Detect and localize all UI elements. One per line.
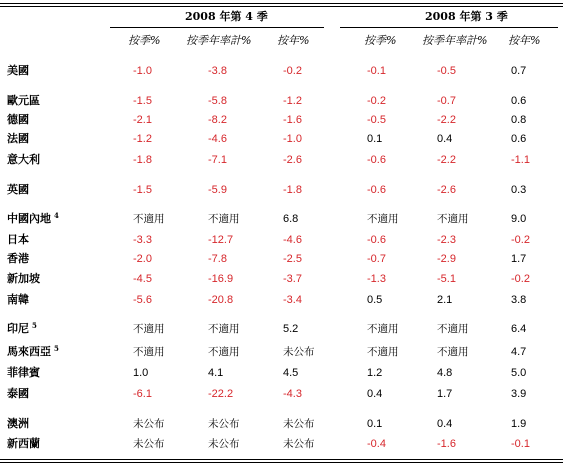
table-cell: -1.6 [437,438,456,450]
table-cell: 0.4 [437,418,453,430]
country-label [7,132,29,146]
top-rule-1 [0,3,563,4]
country-name: 澳洲 [7,417,29,430]
table-cell: 3.9 [511,388,527,400]
table-cell: 不適用 [367,323,399,335]
table-cell: 不適用 [437,346,469,358]
table-cell: 0.8 [511,114,527,126]
top-rule-2 [0,6,563,7]
table-cell: 4.5 [283,367,299,379]
table-cell: 未公布 [133,438,165,450]
table-cell: -4.5 [133,273,152,285]
country-name: 中國內地 [7,212,51,225]
table-cell: 1.9 [511,418,527,430]
table-cell: 4.1 [208,367,224,379]
table-cell: 未公布 [283,418,315,430]
table-cell: -22.2 [208,388,234,400]
table-cell: -1.8 [133,154,152,166]
country-name: 意大利 [7,153,40,166]
table-cell: -5.8 [208,95,227,107]
table-cell: 6.4 [511,323,527,335]
table-cell: 不適用 [208,213,240,225]
table-cell: -6.1 [133,388,152,400]
country-label [7,212,59,226]
country-label [7,153,40,167]
table-cell: 未公布 [283,438,315,450]
table-cell: -3.4 [283,294,302,306]
table-cell: -7.8 [208,253,227,265]
table-cell: 1.7 [511,253,527,265]
table-cell: -0.2 [511,234,530,246]
country-label [7,252,29,266]
country-label [7,183,29,197]
table-cell: 0.4 [367,388,383,400]
country-name: 新加坡 [7,272,40,285]
table-cell: 不適用 [133,323,165,335]
column-header: 按季年率計% [422,34,488,47]
table-cell: -2.3 [437,234,456,246]
table-cell: -3.8 [208,65,227,77]
column-header: 按年% [508,34,541,47]
table-cell: 未公布 [208,438,240,450]
country-name: 香港 [7,252,29,265]
table-cell: -4.3 [283,388,302,400]
table-cell: -0.2 [511,273,530,285]
table-cell: -4.6 [208,133,227,145]
country-name: 菲律賓 [7,366,40,379]
country-label [7,272,40,286]
table-cell: -1.2 [133,133,152,145]
table-cell: -0.7 [437,95,456,107]
table-cell: -5.1 [437,273,456,285]
table-cell: 未公布 [283,346,315,358]
table-cell: 不適用 [208,323,240,335]
table-cell: -0.2 [283,65,302,77]
table-cell: -2.2 [437,154,456,166]
table-cell: -12.7 [208,234,234,246]
table-cell: -4.6 [283,234,302,246]
country-name: 法國 [7,132,29,145]
table-cell: -0.6 [367,234,386,246]
table-cell: 不適用 [133,213,165,225]
group-underline-q4 [110,27,324,28]
table-cell: 5.0 [511,367,527,379]
table-cell: -0.6 [367,184,386,196]
country-name: 印尼 [7,322,29,335]
table-cell: 1.7 [437,388,453,400]
country-label [7,417,29,431]
table-cell: -1.3 [367,273,386,285]
table-cell: -0.2 [367,95,386,107]
table-cell: 0.4 [437,133,453,145]
country-name: 歐元區 [7,94,40,107]
table-cell: -1.6 [283,114,302,126]
table-cell: -2.5 [283,253,302,265]
country-label [7,113,29,127]
table-cell: 3.8 [511,294,527,306]
country-name: 英國 [7,183,29,196]
group-header-q4: 2008 年第 4 季 [185,10,268,23]
table-cell: 不適用 [367,213,399,225]
table-cell: 0.6 [511,133,527,145]
table-cell: -1.0 [133,65,152,77]
table-cell: -1.2 [283,95,302,107]
table-cell: 1.0 [133,367,149,379]
table-cell: 不適用 [437,323,469,335]
country-label [7,293,29,307]
table-cell: -1.5 [133,184,152,196]
table-cell: -1.5 [133,95,152,107]
group-header-q3: 2008 年第 3 季 [425,10,508,23]
table-cell: -0.5 [437,65,456,77]
country-name: 美國 [7,64,29,77]
table-cell: 9.0 [511,213,527,225]
table-cell: 6.8 [283,213,299,225]
table-cell: 不適用 [367,346,399,358]
table-cell: -0.7 [367,253,386,265]
bottom-rule-2 [0,462,563,463]
table-cell: 未公布 [133,418,165,430]
table-cell: 不適用 [208,346,240,358]
country-name: 新西蘭 [7,437,40,450]
table-cell: 4.8 [437,367,453,379]
country-name: 泰國 [7,387,29,400]
table-cell: 5.2 [283,323,299,335]
country-name: 馬來西亞 [7,345,51,358]
country-label [7,233,29,247]
table-cell: -2.6 [283,154,302,166]
country-label [7,64,29,78]
table-cell: -8.2 [208,114,227,126]
group-underline-q3 [340,27,558,28]
country-name: 德國 [7,113,29,126]
table-cell: -5.6 [133,294,152,306]
country-label [7,366,40,380]
footnote-marker: 5 [32,321,37,330]
column-header: 按季% [128,34,161,47]
footnote-marker: 4 [54,211,59,220]
country-label [7,322,37,336]
table-cell: -0.1 [511,438,530,450]
table-cell: 不適用 [437,213,469,225]
column-header: 按季年率計% [186,34,252,47]
country-label [7,94,40,108]
table-cell: 0.1 [367,418,383,430]
table-cell: -16.9 [208,273,234,285]
table-cell: 1.2 [367,367,383,379]
table-cell: 未公布 [208,418,240,430]
table-cell: 0.3 [511,184,527,196]
country-name: 南韓 [7,293,29,306]
table-cell: -0.5 [367,114,386,126]
country-name: 日本 [7,233,29,246]
table-cell: 0.7 [511,65,527,77]
table-cell: -1.8 [283,184,302,196]
table-cell: -0.1 [367,65,386,77]
table-cell: -5.9 [208,184,227,196]
table-cell: -7.1 [208,154,227,166]
bottom-rule-1 [0,459,563,460]
table-cell: 不適用 [133,346,165,358]
table-cell: -3.3 [133,234,152,246]
table-cell: -20.8 [208,294,234,306]
table-cell: -0.6 [367,154,386,166]
table-cell: -2.0 [133,253,152,265]
table-cell: -2.9 [437,253,456,265]
table-cell: 2.1 [437,294,453,306]
column-header: 按季% [364,34,397,47]
table-cell: 0.1 [367,133,383,145]
table-cell: -1.1 [511,154,530,166]
country-label [7,387,29,401]
country-label [7,437,40,451]
table-cell: 0.5 [367,294,383,306]
column-header: 按年% [277,34,310,47]
country-label [7,345,59,359]
table-cell: 0.6 [511,95,527,107]
footnote-marker: 5 [54,344,59,353]
table-cell: -2.6 [437,184,456,196]
table-cell: -0.4 [367,438,386,450]
table-cell: -2.2 [437,114,456,126]
table-cell: 4.7 [511,346,527,358]
table-cell: -1.0 [283,133,302,145]
table-cell: -3.7 [283,273,302,285]
table-cell: -2.1 [133,114,152,126]
